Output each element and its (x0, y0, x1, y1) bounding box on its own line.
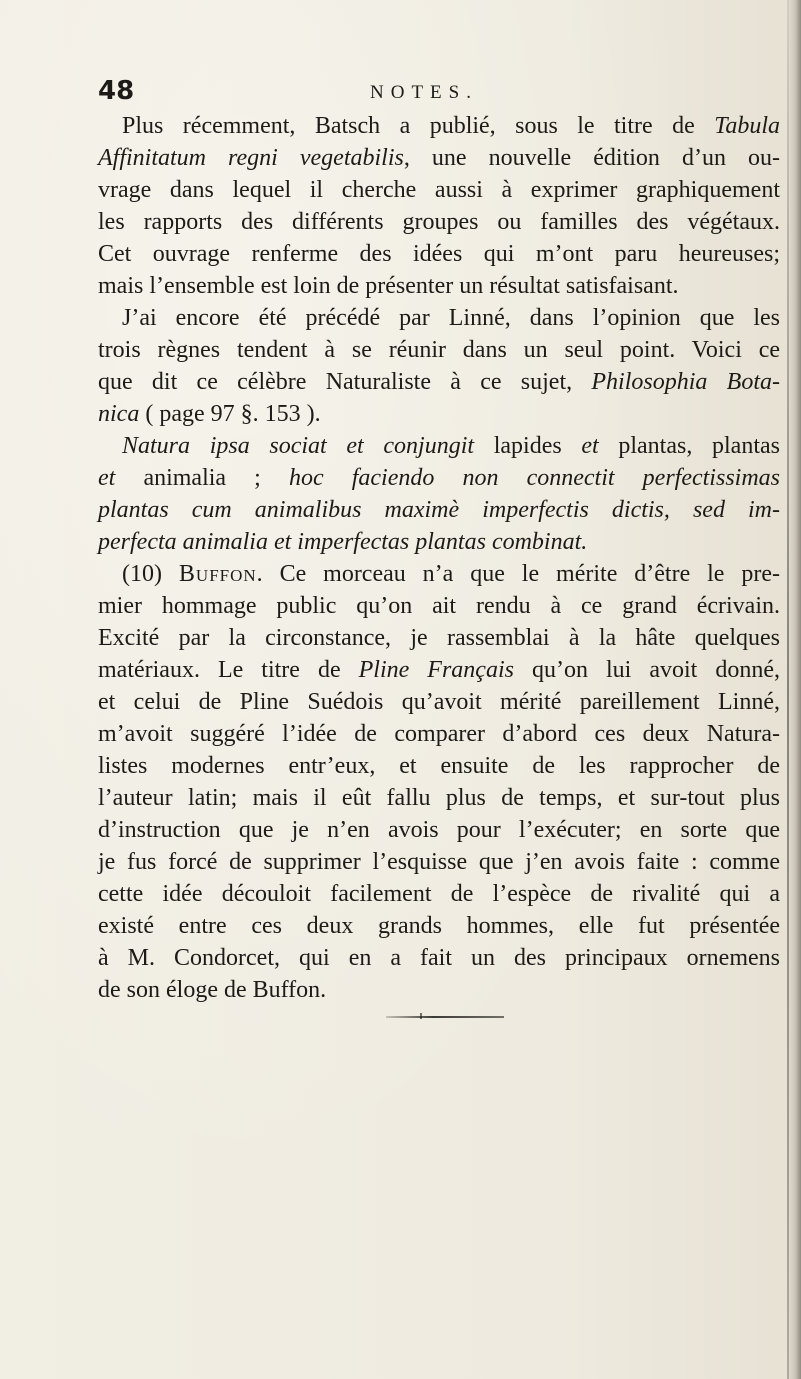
text-line: que dit ce célèbre Naturaliste à ce sujet, Philosophia Bota- (98, 369, 780, 395)
text-line: Affinitatum regni vegetabilis, une nouvelle édition d’un ou- (98, 145, 780, 171)
body-text (98, 110, 780, 1006)
page-header (98, 76, 778, 112)
text-line: trois règnes tendent à se réunir dans un seul point. Voici ce (98, 337, 780, 363)
text-line: vrage dans lequel il cherche aussi à exprimer graphiquement (98, 177, 780, 203)
text-line: Excité par la circonstance, je rassemblai à la hâte quelques (98, 625, 780, 651)
text-line: nica ( page 97 §. 153 ). (98, 401, 321, 427)
text-line: je fus forcé de supprimer l’esquisse que j’en avois faite : comme (98, 849, 780, 875)
text-line: Cet ouvrage renferme des idées qui m’ont paru heureuses; (98, 241, 780, 267)
text-line: m’avoit suggéré l’idée de comparer d’abord ces deux Natura- (98, 721, 780, 747)
text-line: existé entre ces deux grands hommes, elle fut présentée (98, 913, 780, 939)
text-line: Plus récemment, Batsch a publié, sous le titre de Tabula (122, 113, 780, 139)
running-head: NOTES. (370, 82, 478, 103)
text-line: perfecta animalia et imperfectas plantas combinat. (98, 529, 588, 555)
section-end-rule (386, 1016, 504, 1018)
text-line: listes modernes entr’eux, et ensuite de les rapprocher de (98, 753, 780, 779)
section-end-rule-mark (420, 1013, 422, 1019)
text-line: les rapports des différents groupes ou familles des végétaux. (98, 209, 780, 235)
text-line: (10) Buffon. Ce morceau n’a que le mérite d’être le pre- (122, 561, 781, 587)
text-line: J’ai encore été précédé par Linné, dans l’opinion que les (122, 305, 780, 331)
text-line: et animalia ; hoc faciendo non connectit perfectissimas (98, 465, 780, 491)
text-line: de son éloge de Buffon. (98, 977, 327, 1003)
text-line: cette idée découloit facilement de l’espèce de rivalité qui a (98, 881, 780, 907)
page-edge-line (787, 0, 789, 1379)
text-line: matériaux. Le titre de Pline Français qu’on lui avoit donné, (98, 657, 780, 683)
text-line: à M. Condorcet, qui en a fait un des principaux ornemens (98, 945, 780, 971)
page-number: 48 (98, 76, 135, 106)
text-line: plantas cum animalibus maximè imperfectis dictis, sed im- (98, 497, 780, 523)
text-line: mais l’ensemble est loin de présenter un résultat satisfaisant. (98, 273, 679, 299)
footnote-name-buffon: Buffon (178, 561, 257, 587)
text-line: et celui de Pline Suédois qu’avoit mérité pareillement Linné, (98, 689, 780, 715)
text-line: Natura ipsa sociat et conjungit lapides et plantas, plantas (122, 433, 780, 459)
page-edge-shadow (787, 0, 801, 1379)
text-line: mier hommage public qu’on ait rendu à ce grand écrivain. (98, 593, 780, 619)
text-line: l’auteur latin; mais il eût fallu plus de temps, et sur-tout plus (98, 785, 780, 811)
text-line: d’instruction que je n’en avois pour l’exécuter; en sorte que (98, 817, 780, 843)
